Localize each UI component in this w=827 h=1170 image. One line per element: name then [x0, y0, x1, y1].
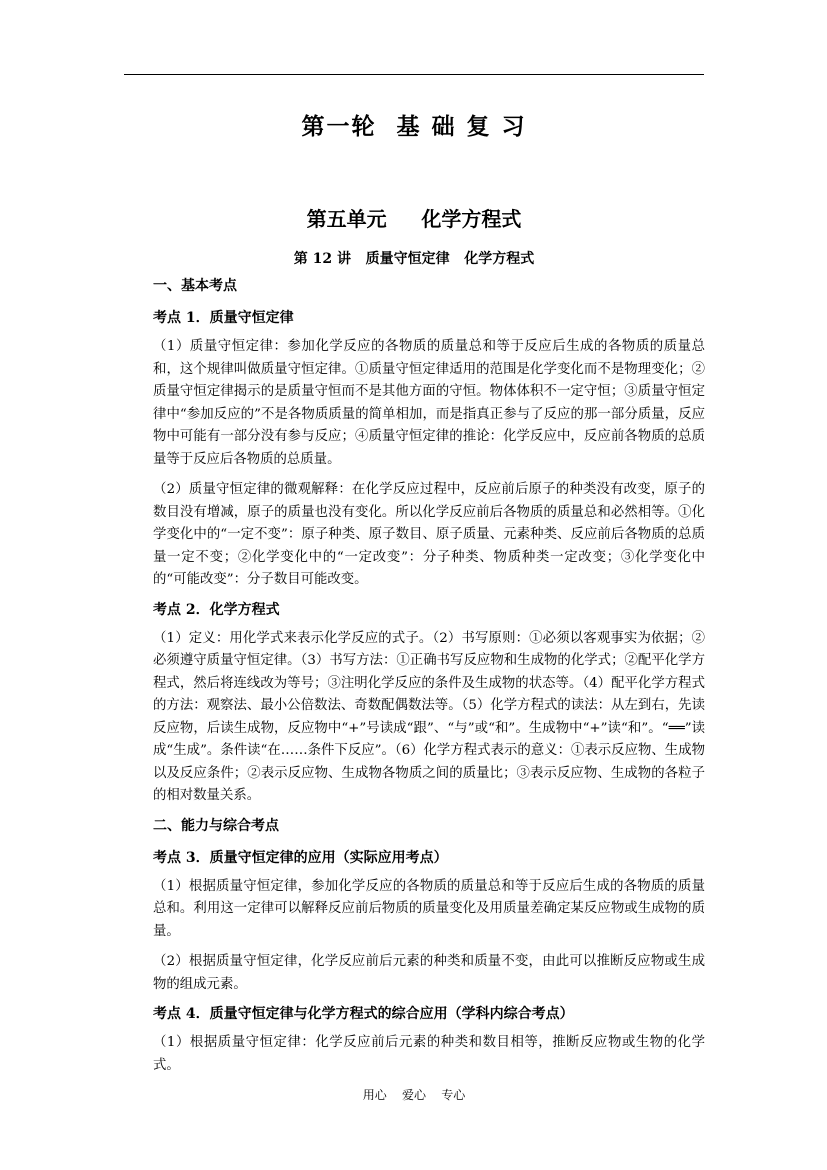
- unit-title: 第五单元 化学方程式: [306, 207, 522, 231]
- paragraph: （1）根据质量守恒定律，参加化学反应的各物质的质量总和等于反应后生成的各物质的质量总和。利用这一定律可以解释反应前后物质的质量变化及用质量差确定某反应物或生成物的质量。: [153, 878, 705, 939]
- lecture-title: 第 12 讲 质量守恒定律 化学方程式: [293, 251, 535, 267]
- document-body: [153, 276, 705, 1085]
- paragraph: （2）根据质量守恒定律，化学反应前后元素的种类和质量不变，由此可以推断反应物或生成物的组成元素。: [153, 954, 705, 992]
- point-heading: 考点 4．质量守恒定律与化学方程式的综合应用（学科内综合考点）: [153, 1006, 574, 1022]
- main-title: 第一轮 基 础 复 习: [301, 113, 527, 140]
- paragraph: （1）质量守恒定律：参加化学反应的各物质的质量总和等于反应后生成的各物质的质量总和，这个规律叫做质量守恒定律。①质量守恒定律适用的范围是化学变化而不是物理变化；②质量守恒定律揭示的是质量守恒而不是其他方面的守恒。物体体积不一定守恒；③质量守恒定律中“参加反应的”不是各物质质量的简单相加，而是指真正参与了反应的那一部分质量，反应物中可能有一部分没有参与反应；④质量守恒定律的推论：化学反应中，反应前各物质的总质量等于反应后各物质的总质量。: [153, 339, 705, 467]
- section-heading: 一、基本考点: [153, 278, 237, 294]
- point-heading: 考点 3．质量守恒定律的应用（实际应用考点）: [153, 849, 448, 866]
- paragraph: （1）根据质量守恒定律：化学反应前后元素的种类和数目相等，推断反应物或生物的化学式。: [153, 1035, 705, 1073]
- header-rule: [124, 74, 704, 75]
- point-heading: 考点 1．质量守恒定律: [153, 310, 294, 326]
- paragraph: （2）质量守恒定律的微观解释：在化学反应过程中，反应前后原子的种类没有改变，原子的数目没有增减，原子的质量也没有变化。所以化学反应前后各物质的质量总和必然相等。①化学变化中的“一定不变”：原子种类、原子数目、原子质量、元素种类、反应前后各物质的总质量一定不变；②化学变化中的“一定改变”：分子种类、物质种类一定改变；③化学变化中的“可能改变”：分子数目可能改变。: [153, 482, 705, 587]
- paragraph: （1）定义：用化学式来表示化学反应的式子。（2）书写原则：①必须以客观事实为依据；②必须遵守质量守恒定律。（3）书写方法：①正确书写反应物和生成物的化学式；②配平化学方程式，然后将连线改为等号；③注明化学反应的条件及生成物的状态等。（4）配平化学方程式的方法：观察法、最小公倍数法、奇数配偶数法等。（5）化学方程式的读法：从左到右，先读反应物，后读生成物，反应物中“+”号读成“跟”、“与”或“和”。生成物中“+”读“和”。“══”读成“生成”。条件读“在……条件下反应”。（6）化学方程式表示的意义：①表示反应物、生成物以及反应条件；②表示反应物、生成物各物质之间的质量比；③表示反应物、生成物的各粒子的相对数量关系。: [153, 630, 705, 803]
- section-heading: 二、能力与综合考点: [153, 817, 279, 834]
- page-footer: 用心 爱心 专心: [362, 1088, 466, 1102]
- point-heading: 考点 2．化学方程式: [153, 601, 280, 618]
